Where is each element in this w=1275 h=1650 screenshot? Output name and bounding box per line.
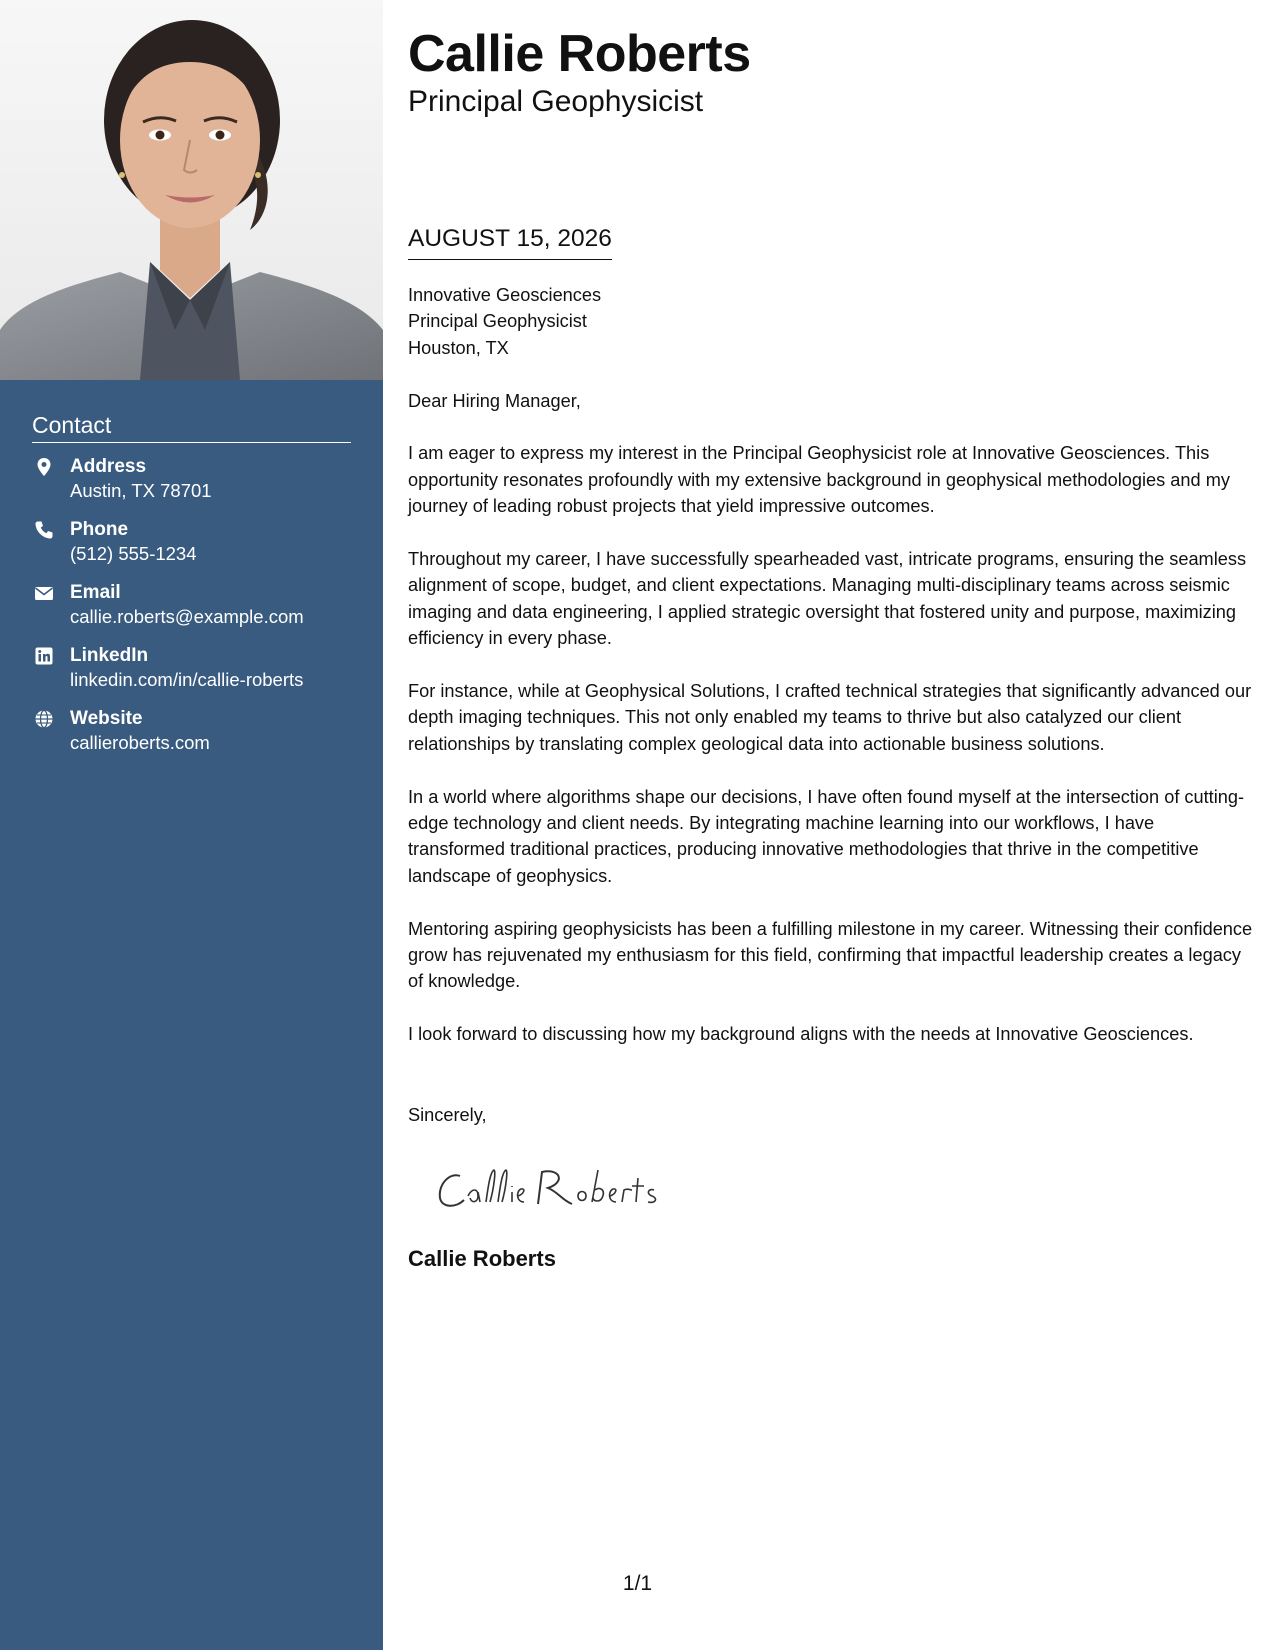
handwritten-signature [432, 1158, 672, 1218]
letter-paragraph: For instance, while at Geophysical Solutions, I crafted technical strategies that significantly advanced our depth imaging techniques. This not only enabled my teams to thrive but also catalyzed our client relationships by translating complex geological data into actionable business solutions. [408, 681, 1252, 754]
contact-address [32, 455, 351, 518]
letter-paragraph: In a world where algorithms shape our decisions, I have often found myself at the intersection of cutting-edge technology and client needs. By integrating machine learning into our workflows, I have transformed traditional practices, producing innovative methodologies that thrive in the competitive landscape of geophysics. [408, 786, 1245, 886]
linkedin-icon [34, 646, 54, 666]
letter-date: AUGUST 15, 2026 [408, 224, 612, 260]
letter-paragraph: Throughout my career, I have successfully spearheaded vast, intricate programs, ensuring the seamless alignment of scope, budget, and client expectations. Managing multi-disciplinary teams across seismic imaging and data engineering, I applied strategic oversight that fostered unity and purpose, maximizing efficiency in every phase. [408, 549, 1247, 649]
portrait-illustration [0, 0, 383, 380]
recipient-block [408, 282, 1253, 361]
recipient-position: Principal Geophysicist [408, 311, 587, 332]
letter-body [408, 282, 1253, 1074]
phone-icon [34, 520, 54, 540]
letter-paragraph: I am eager to express my interest in the Principal Geophysicist role at Innovative Geosciences. This opportunity resonates profoundly with my extensive background in geophysical methodologies and my journey of leading robust projects that yield impressive outcomes. [408, 443, 1230, 517]
recipient-location: Houston, TX [408, 337, 509, 358]
contact-value[interactable]: callieroberts.com [70, 732, 210, 753]
sidebar [0, 0, 383, 1650]
contact-label: Address [70, 456, 147, 477]
salutation: Dear Hiring Manager, [408, 390, 581, 411]
signer-name: Callie Roberts [408, 1246, 556, 1271]
contact-email [32, 581, 351, 644]
envelope-icon [34, 583, 54, 603]
closing: Sincerely, [408, 1105, 487, 1125]
letter-paragraph: I look forward to discussing how my background aligns with the needs at Innovative Geosciences. [408, 1024, 1194, 1045]
contact-website [32, 707, 351, 770]
contact-linkedin [32, 644, 351, 707]
profile-photo [0, 0, 383, 380]
page-number: 1/1 [622, 1572, 653, 1595]
globe-icon [34, 709, 54, 729]
contact-heading: Contact [32, 412, 351, 443]
contact-phone [32, 518, 351, 581]
letter-paragraph: Mentoring aspiring geophysicists has been a fulfilling milestone in my career. Witnessing their confidence grow has rejuvenated my enthusiasm for this field, confirming that impactful leadership creates a legacy of knowledge. [408, 918, 1253, 992]
recipient-company: Innovative Geosciences [408, 285, 602, 305]
contact-value: Austin, TX 78701 [70, 480, 212, 501]
contact-section [32, 412, 351, 770]
contact-label: LinkedIn [70, 645, 149, 666]
applicant-name: Callie Roberts [408, 25, 751, 83]
contact-value: (512) 555-1234 [70, 543, 197, 564]
location-pin-icon [34, 457, 54, 477]
contact-value[interactable]: callie.roberts@example.com [70, 606, 304, 627]
contact-value[interactable]: linkedin.com/in/callie-roberts [70, 669, 304, 690]
contact-label: Email [70, 582, 121, 603]
contact-label: Phone [70, 519, 129, 540]
applicant-title: Principal Geophysicist [408, 85, 704, 118]
contact-label: Website [70, 708, 143, 729]
